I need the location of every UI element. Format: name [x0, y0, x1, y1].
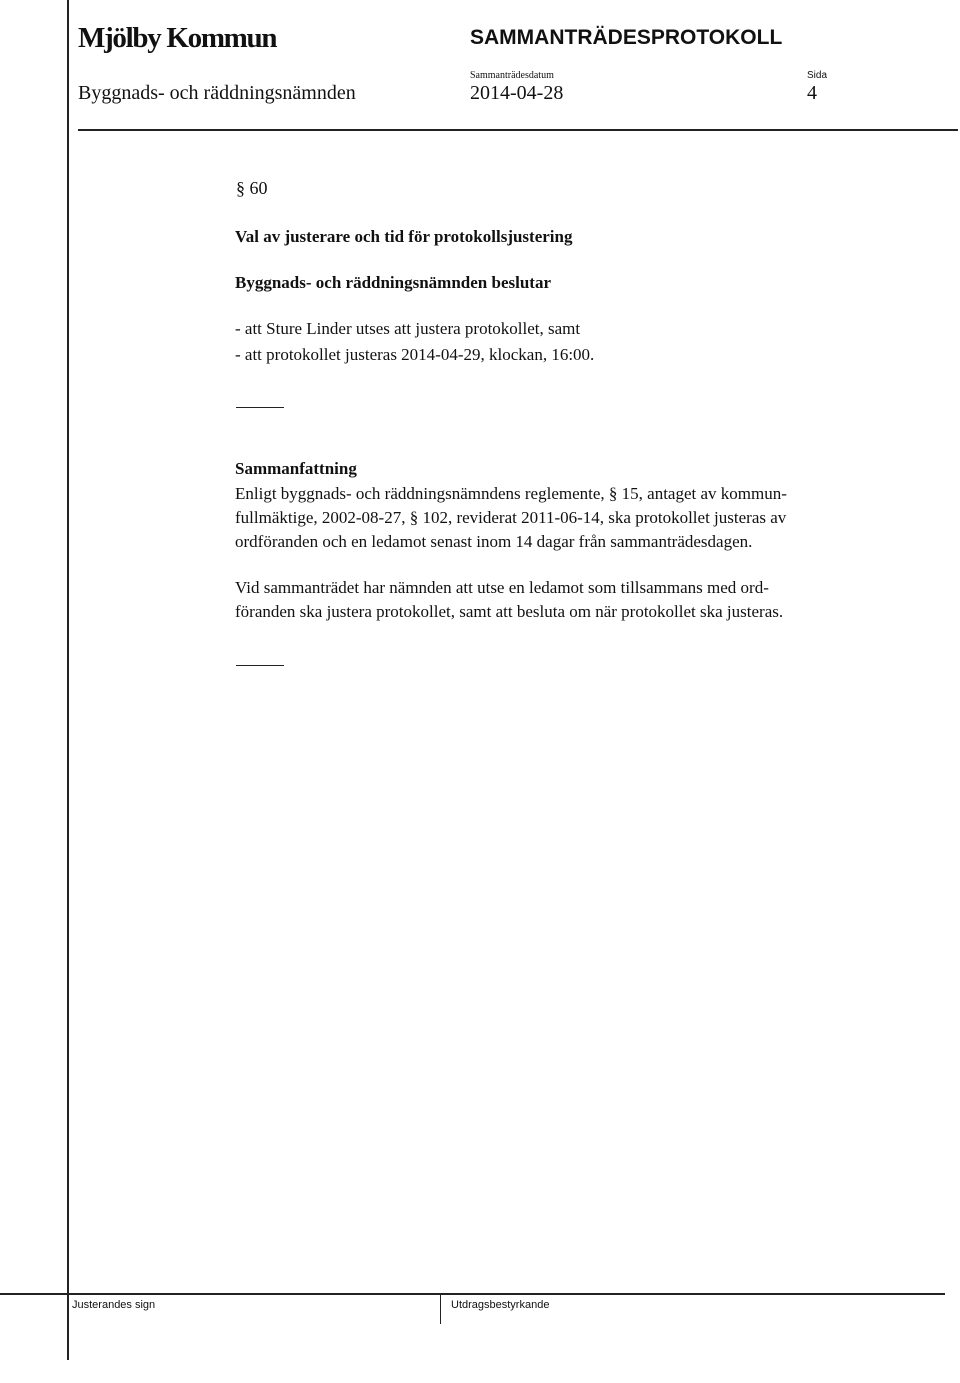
page-number: 4 — [807, 82, 817, 104]
paragraph-number: § 60 — [236, 178, 268, 198]
section-title: Val av justerare och tid för protokollsjustering — [235, 227, 573, 246]
decision-heading: Byggnads- och räddningsnämnden beslutar — [235, 273, 552, 292]
footer-divider — [0, 1293, 945, 1295]
decision-item: - att protokollet justeras 2014-04-29, klockan, 16:00. — [235, 345, 595, 364]
organization-name: Mjölby Kommun — [78, 22, 277, 54]
decision-item: - att Sture Linder utses att justera protokollet, samt — [235, 319, 581, 338]
summary-line: ordföranden och en ledamot senast inom 14 dagar från sammanträdesdagen. — [235, 532, 753, 551]
footer-column-divider — [440, 1294, 441, 1324]
date-label: Sammanträdesdatum — [470, 70, 554, 81]
section-separator — [236, 665, 284, 666]
document-type: SAMMANTRÄDESPROTOKOLL — [470, 26, 783, 49]
extract-label: Utdragsbestyrkande — [451, 1299, 550, 1311]
summary-heading: Sammanfattning — [235, 459, 357, 478]
meeting-date: 2014-04-28 — [470, 82, 564, 104]
summary-line: fullmäktige, 2002-08-27, § 102, reviderat 2011-06-14, ska protokollet justeras av — [235, 508, 787, 527]
committee-name: Byggnads- och räddningsnämnden — [78, 82, 356, 104]
body-line: Vid sammanträdet har nämnden att utse en ledamot som tillsammans med ord- — [235, 578, 769, 597]
summary-line: Enligt byggnads- och räddningsnämndens reglemente, § 15, antaget av kommun- — [235, 484, 787, 503]
signature-label: Justerandes sign — [72, 1299, 156, 1311]
page-label: Sida — [807, 70, 828, 81]
body-line: föranden ska justera protokollet, samt att besluta om när protokollet ska justeras. — [235, 602, 784, 621]
header-divider — [78, 129, 958, 131]
section-separator — [236, 407, 284, 408]
left-margin-rule — [67, 0, 69, 1360]
